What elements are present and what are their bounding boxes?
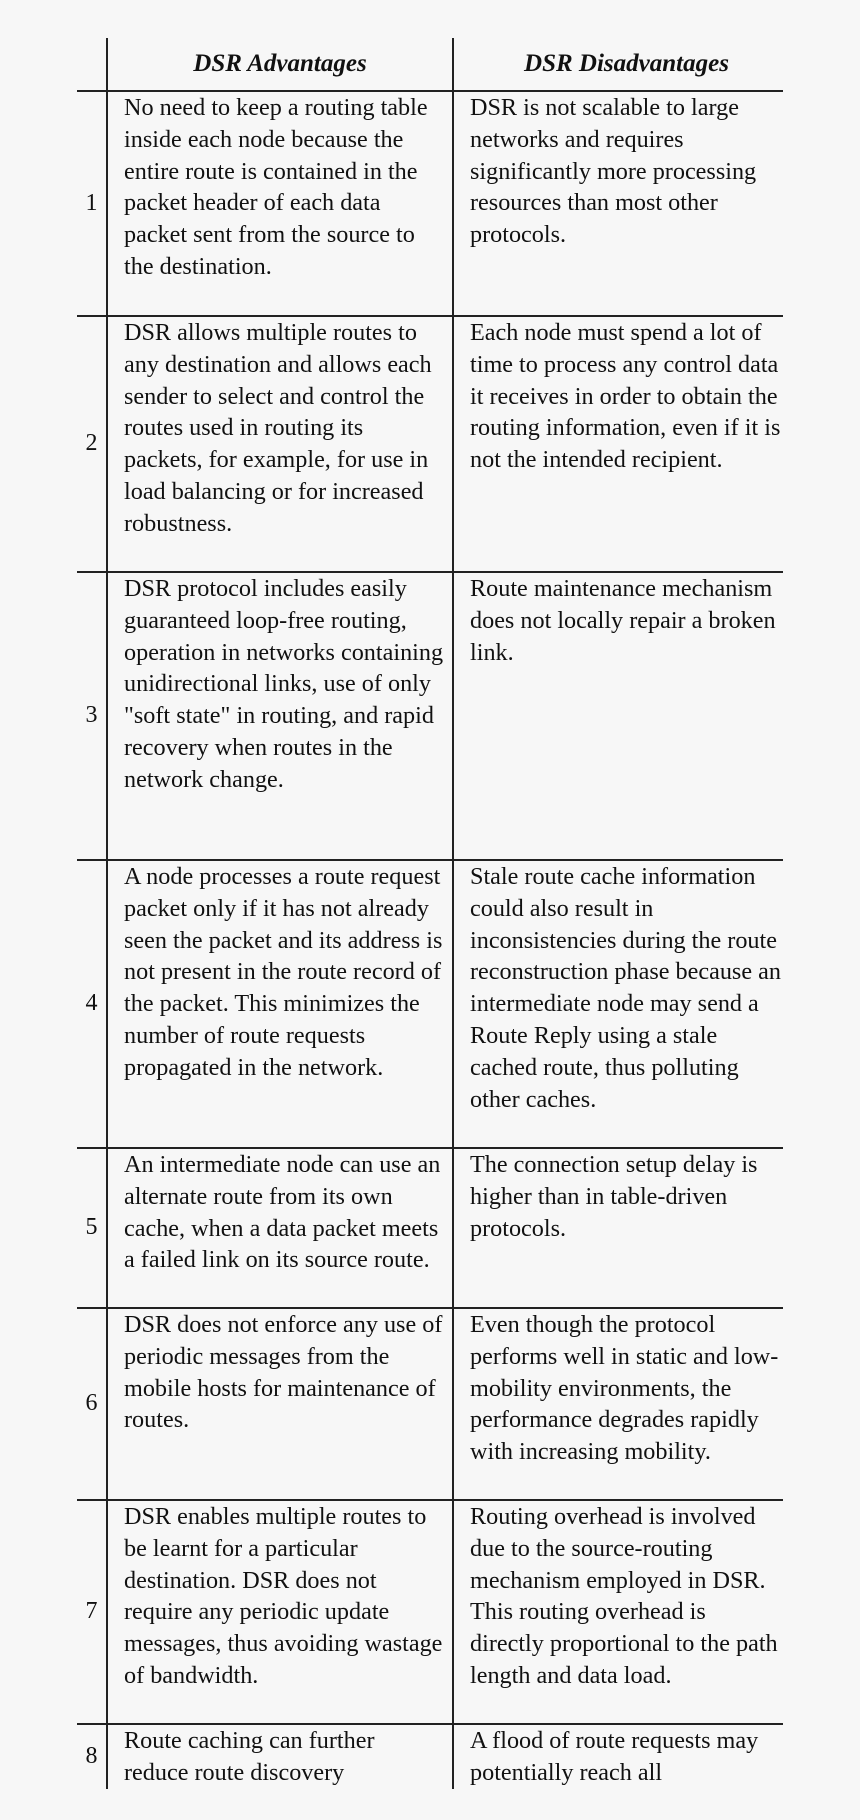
row-number: 3 <box>77 572 107 860</box>
table-row <box>77 1724 783 1789</box>
disadvantages-column-header: DSR Disadvantages <box>453 38 783 91</box>
disadvantage-cell: The connection setup delay is higher than in table-driven protocols. <box>453 1148 783 1308</box>
advantage-cell: No need to keep a routing table inside each node because the entire route is contained in the packet header of each data packet sent from the source to the destination. <box>107 91 453 316</box>
advantage-cell: A node processes a route request packet only if it has not already seen the packet and its address is not present in the route record of the packet. This minimizes the number of route requests propagated in the network. <box>107 860 453 1148</box>
table-row <box>77 1500 783 1724</box>
row-number: 1 <box>77 91 107 316</box>
disadvantage-cell: Stale route cache information could also result in inconsistencies during the route reconstruction phase because an intermediate node may send a Route Reply using a stale cached route, thus polluting other caches. <box>453 860 783 1148</box>
advantage-cell: DSR allows multiple routes to any destination and allows each sender to select and control the routes used in routing its packets, for example, for use in load balancing or for increased robustness. <box>107 316 453 572</box>
row-number: 5 <box>77 1148 107 1308</box>
disadvantage-cell: Routing overhead is involved due to the source-routing mechanism employed in DSR. This routing overhead is directly proportional to the path length and data load. <box>453 1500 783 1724</box>
disadvantage-cell: Each node must spend a lot of time to process any control data it receives in order to obtain the routing information, even if it is not the intended recipient. <box>453 316 783 572</box>
advantage-cell: DSR does not enforce any use of periodic messages from the mobile hosts for maintenance of routes. <box>107 1308 453 1500</box>
disadvantage-cell: A flood of route requests may potentially reach all <box>453 1724 783 1789</box>
disadvantage-cell: Even though the protocol performs well in static and low-mobility environments, the performance degrades rapidly with increasing mobility. <box>453 1308 783 1500</box>
table-row <box>77 316 783 572</box>
table-row <box>77 572 783 860</box>
disadvantage-cell: Route maintenance mechanism does not locally repair a broken link. <box>453 572 783 860</box>
advantage-cell: An intermediate node can use an alternate route from its own cache, when a data packet meets a failed link on its source route. <box>107 1148 453 1308</box>
disadvantage-cell: DSR is not scalable to large networks and requires significantly more processing resources than most other protocols. <box>453 91 783 316</box>
advantage-cell: Route caching can further reduce route discovery <box>107 1724 453 1789</box>
table-header-row <box>77 38 783 91</box>
table-row <box>77 1308 783 1500</box>
advantage-cell: DSR enables multiple routes to be learnt for a particular destination. DSR does not require any periodic update messages, thus avoiding wastage of bandwidth. <box>107 1500 453 1724</box>
table-row <box>77 860 783 1148</box>
row-number: 4 <box>77 860 107 1148</box>
advantages-column-header: DSR Advantages <box>107 38 453 91</box>
dsr-comparison-table <box>77 38 783 1789</box>
number-column-header <box>77 38 107 91</box>
advantage-cell: DSR protocol includes easily guaranteed loop-free routing, operation in networks containing unidirectional links, use of only "soft state" in routing, and rapid recovery when routes in the network change. <box>107 572 453 860</box>
row-number: 2 <box>77 316 107 572</box>
table-row <box>77 91 783 316</box>
row-number: 7 <box>77 1500 107 1724</box>
table-row <box>77 1148 783 1308</box>
row-number: 6 <box>77 1308 107 1500</box>
row-number: 8 <box>85 1742 98 1769</box>
